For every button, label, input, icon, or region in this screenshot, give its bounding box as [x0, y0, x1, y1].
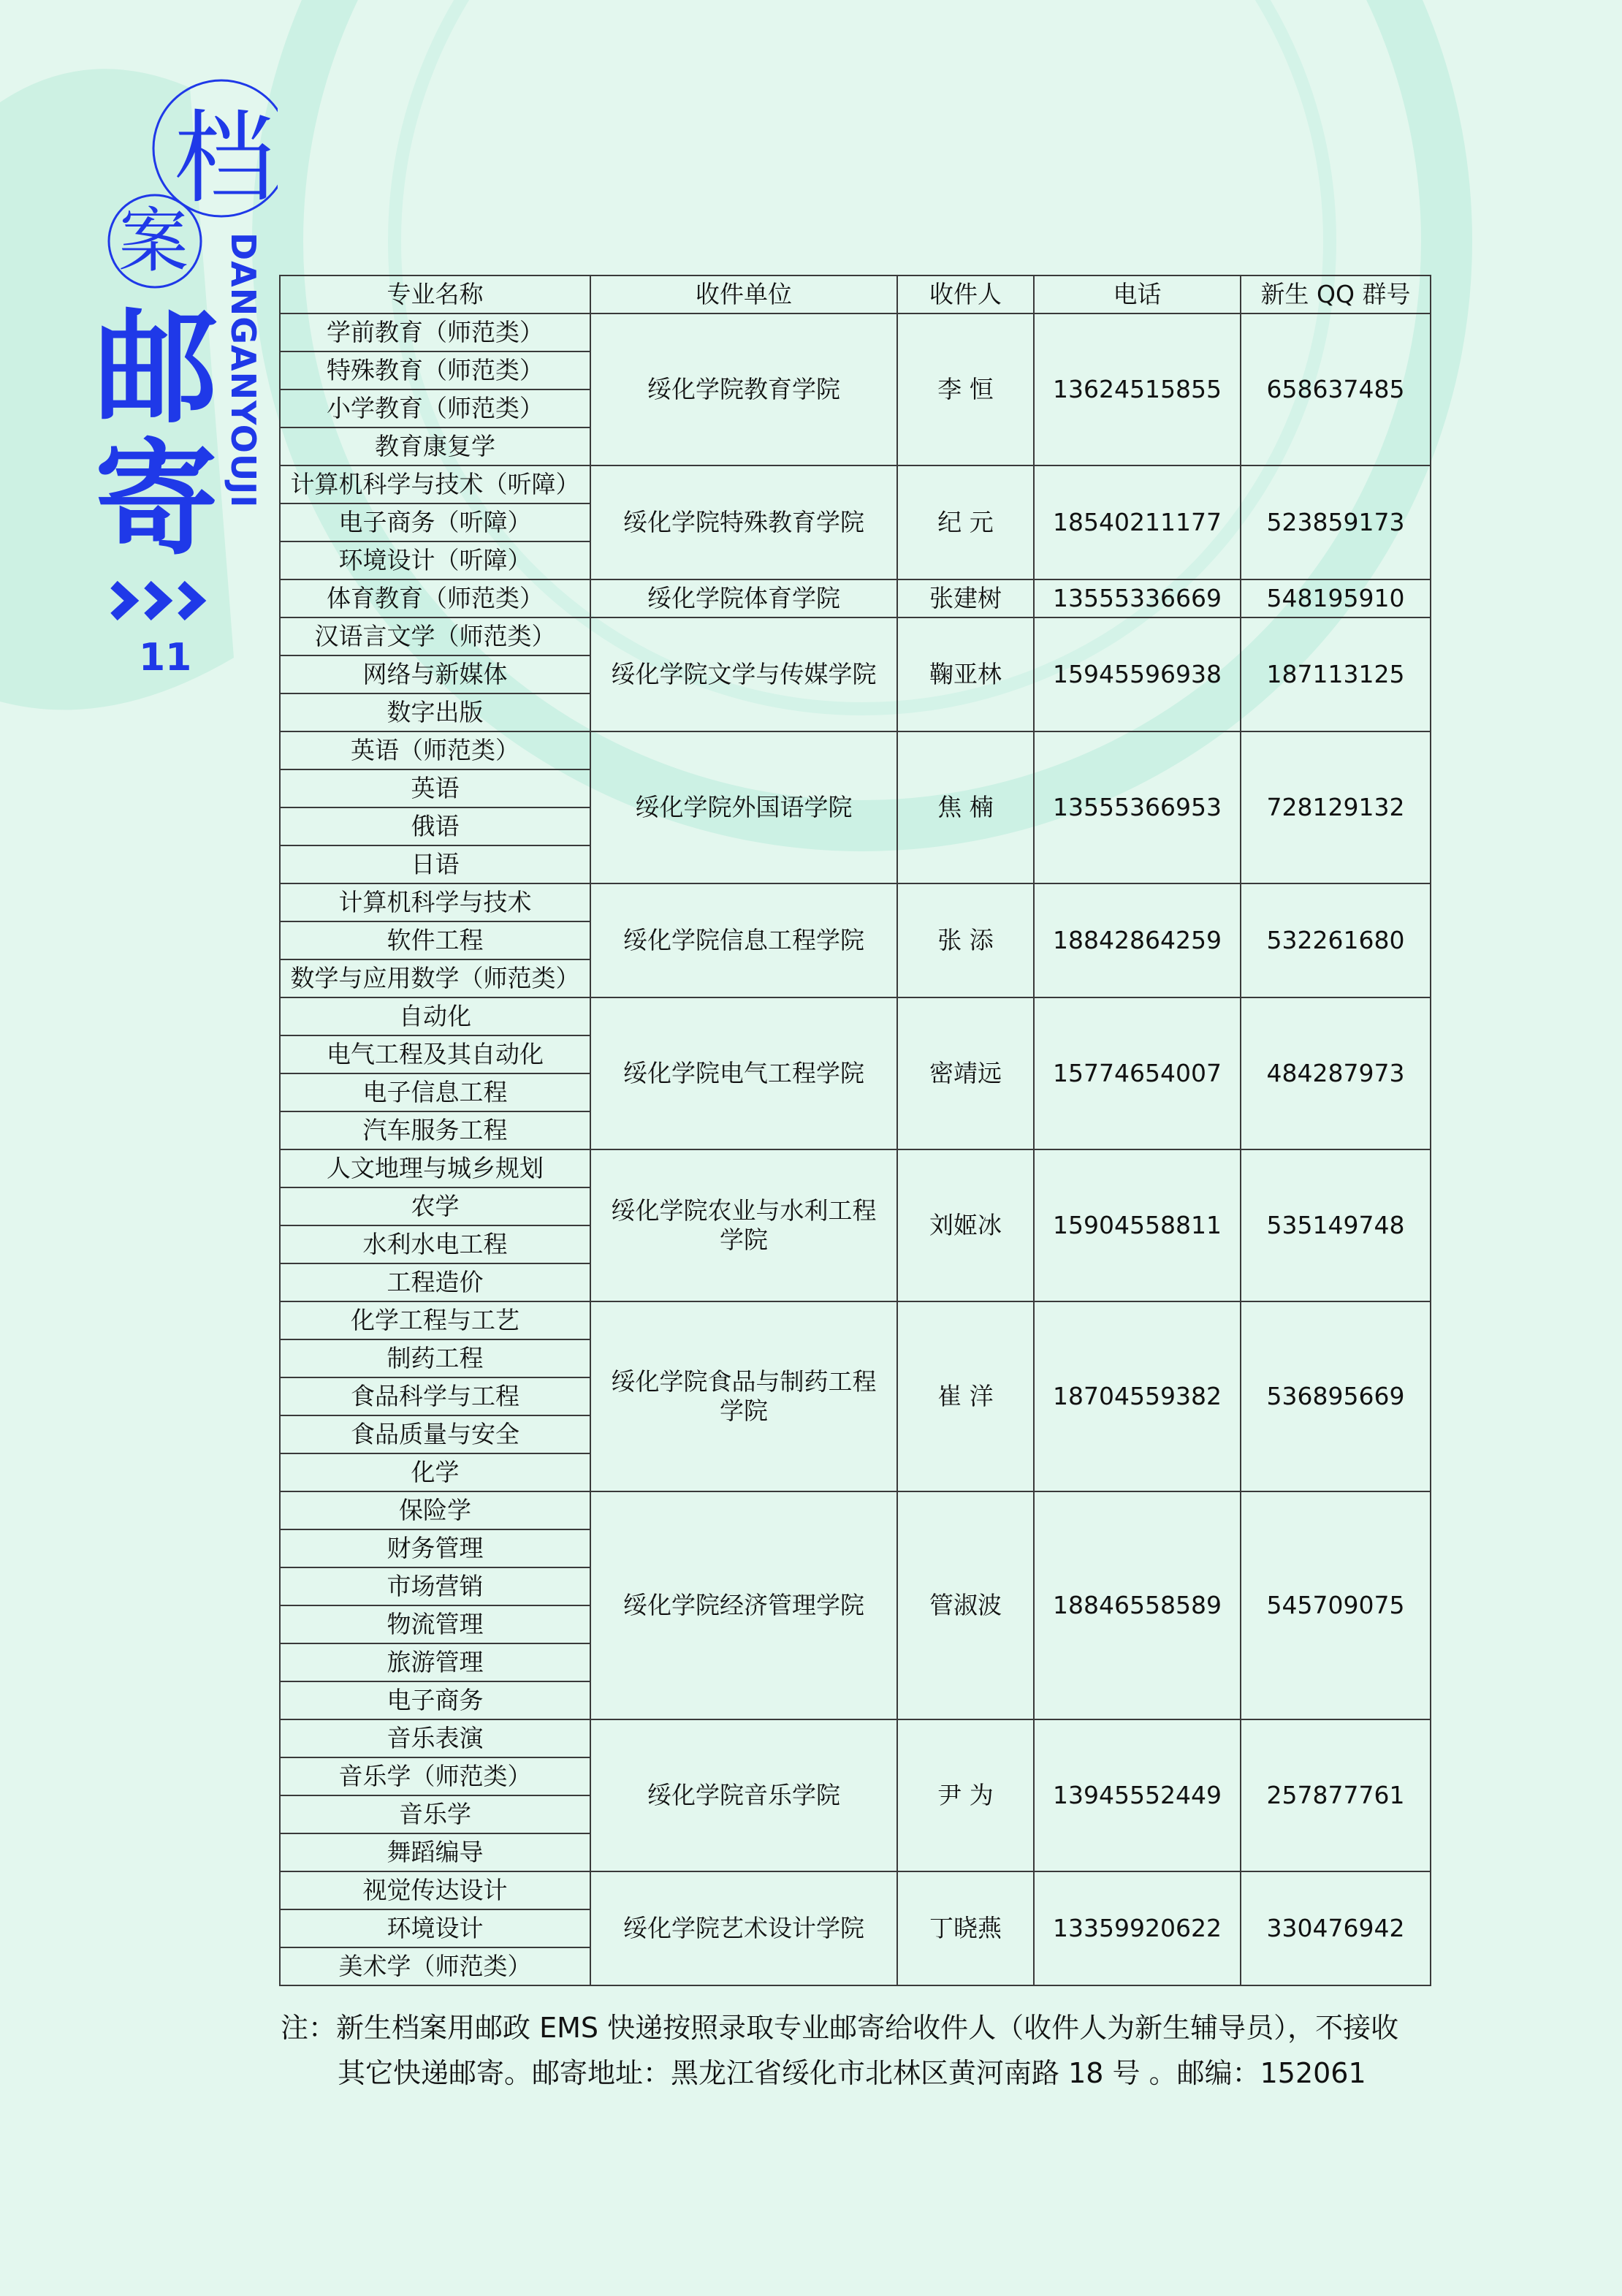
- phone-cell: 13555336669: [1034, 579, 1241, 617]
- major-cell: 食品质量与安全: [280, 1415, 590, 1453]
- unit-cell: 绥化学院电气工程学院: [590, 997, 897, 1149]
- recipient-cell: 管淑波: [897, 1491, 1034, 1719]
- phone-cell: 15904558811: [1034, 1149, 1241, 1301]
- major-cell: 音乐学: [280, 1795, 590, 1833]
- major-cell: 视觉传达设计: [280, 1871, 590, 1909]
- major-cell: 日语: [280, 845, 590, 883]
- table-row: [280, 313, 1431, 351]
- unit-cell: 绥化学院艺术设计学院: [590, 1871, 897, 1985]
- major-cell: 旅游管理: [280, 1643, 590, 1681]
- phone-cell: 18842864259: [1034, 883, 1241, 997]
- table-row: [280, 731, 1431, 769]
- table-header-row: [280, 275, 1431, 313]
- major-cell: 音乐表演: [280, 1719, 590, 1757]
- unit-cell: 绥化学院教育学院: [590, 313, 897, 465]
- phone-cell: 15945596938: [1034, 617, 1241, 731]
- major-cell: 汽车服务工程: [280, 1111, 590, 1149]
- qq-cell: 548195910: [1241, 579, 1431, 617]
- table-row: [280, 1149, 1431, 1187]
- major-cell: 保险学: [280, 1491, 590, 1529]
- major-cell: 财务管理: [280, 1529, 590, 1567]
- recipient-cell: 鞠亚林: [897, 617, 1034, 731]
- major-cell: 数学与应用数学（师范类）: [280, 959, 590, 997]
- table-row: [280, 997, 1431, 1035]
- major-cell: 俄语: [280, 807, 590, 845]
- qq-cell: 523859173: [1241, 465, 1431, 579]
- major-cell: 计算机科学与技术（听障）: [280, 465, 590, 503]
- qq-cell: 536895669: [1241, 1301, 1431, 1491]
- major-cell: 环境设计（听障）: [280, 541, 590, 579]
- major-cell: 舞蹈编导: [280, 1833, 590, 1871]
- major-cell: 英语: [280, 769, 590, 807]
- unit-cell: 绥化学院音乐学院: [590, 1719, 897, 1871]
- major-cell: 英语（师范类）: [280, 731, 590, 769]
- major-cell: 音乐学（师范类）: [280, 1757, 590, 1795]
- header-unit: 收件单位: [590, 275, 897, 313]
- heading-pinyin: DANGANYOUJI: [224, 232, 263, 509]
- recipient-cell: 尹 为: [897, 1719, 1034, 1871]
- unit-cell: 绥化学院文学与传媒学院: [590, 617, 897, 731]
- major-cell: 人文地理与城乡规划: [280, 1149, 590, 1187]
- qq-cell: 658637485: [1241, 313, 1431, 465]
- phone-cell: 13945552449: [1034, 1719, 1241, 1871]
- major-cell: 农学: [280, 1187, 590, 1225]
- major-cell: 市场营销: [280, 1567, 590, 1605]
- qq-cell: 728129132: [1241, 731, 1431, 883]
- table-row: [280, 1871, 1431, 1909]
- footnote-line2: 其它快递邮寄。邮寄地址：黑龙江省绥化市北林区黄河南路 18 号 。邮编：152061: [338, 2057, 1366, 2089]
- recipient-cell: 崔 洋: [897, 1301, 1034, 1491]
- major-cell: 体育教育（师范类）: [280, 579, 590, 617]
- table-row: [280, 1719, 1431, 1757]
- qq-cell: 484287973: [1241, 997, 1431, 1149]
- heading-char-an: 案: [118, 200, 189, 282]
- header-phone: 电话: [1034, 275, 1241, 313]
- major-cell: 电子商务: [280, 1681, 590, 1719]
- unit-cell: 绥化学院经济管理学院: [590, 1491, 897, 1719]
- major-cell: 化学: [280, 1453, 590, 1491]
- major-cell: 汉语言文学（师范类）: [280, 617, 590, 655]
- major-cell: 水利水电工程: [280, 1225, 590, 1263]
- header-qq: 新生 QQ 群号: [1241, 275, 1431, 313]
- unit-cell: 绥化学院食品与制药工程学院: [590, 1301, 897, 1491]
- table-row: [280, 579, 1431, 617]
- phone-cell: 13624515855: [1034, 313, 1241, 465]
- major-cell: 电子信息工程: [280, 1073, 590, 1111]
- header-recipient: 收件人: [897, 275, 1034, 313]
- footnote: [281, 2005, 1450, 2096]
- major-cell: 物流管理: [280, 1605, 590, 1643]
- major-cell: 计算机科学与技术: [280, 883, 590, 921]
- unit-cell: 绥化学院体育学院: [590, 579, 897, 617]
- phone-cell: 15774654007: [1034, 997, 1241, 1149]
- major-cell: 教育康复学: [280, 427, 590, 465]
- recipient-cell: 张建树: [897, 579, 1034, 617]
- qq-cell: 532261680: [1241, 883, 1431, 997]
- phone-cell: 13555366953: [1034, 731, 1241, 883]
- major-cell: 特殊教育（师范类）: [280, 351, 590, 389]
- mailing-table: [279, 275, 1431, 1986]
- major-cell: 工程造价: [280, 1263, 590, 1301]
- unit-cell: 绥化学院外国语学院: [590, 731, 897, 883]
- major-cell: 软件工程: [280, 921, 590, 959]
- unit-cell: 绥化学院特殊教育学院: [590, 465, 897, 579]
- qq-cell: 187113125: [1241, 617, 1431, 731]
- major-cell: 电气工程及其自动化: [280, 1035, 590, 1073]
- major-cell: 小学教育（师范类）: [280, 389, 590, 427]
- recipient-cell: 丁晓燕: [897, 1871, 1034, 1985]
- phone-cell: 18540211177: [1034, 465, 1241, 579]
- qq-cell: 257877761: [1241, 1719, 1431, 1871]
- phone-cell: 18846558589: [1034, 1491, 1241, 1719]
- triple-chevron-icon: [110, 579, 219, 623]
- table-row: [280, 465, 1431, 503]
- page-heading: [0, 0, 278, 716]
- major-cell: 自动化: [280, 997, 590, 1035]
- table-body: [280, 313, 1431, 1985]
- major-cell: 食品科学与工程: [280, 1377, 590, 1415]
- footnote-line1: 注：新生档案用邮政 EMS 快递按照录取专业邮寄给收件人（收件人为新生辅导员），不接收: [281, 2012, 1399, 2044]
- table-row: [280, 1491, 1431, 1529]
- unit-cell: 绥化学院农业与水利工程学院: [590, 1149, 897, 1301]
- major-cell: 学前教育（师范类）: [280, 313, 590, 351]
- phone-cell: 13359920622: [1034, 1871, 1241, 1985]
- heading-char-dang: 档: [174, 99, 275, 217]
- header-major: 专业名称: [280, 275, 590, 313]
- phone-cell: 18704559382: [1034, 1301, 1241, 1491]
- major-cell: 网络与新媒体: [280, 655, 590, 693]
- qq-cell: 535149748: [1241, 1149, 1431, 1301]
- major-cell: 电子商务（听障）: [280, 503, 590, 541]
- recipient-cell: 焦 楠: [897, 731, 1034, 883]
- qq-cell: 330476942: [1241, 1871, 1431, 1985]
- heading-char-you: 邮: [95, 297, 218, 440]
- qq-cell: 545709075: [1241, 1491, 1431, 1719]
- recipient-cell: 密靖远: [897, 997, 1034, 1149]
- page-number: 11: [139, 636, 192, 680]
- major-cell: 制药工程: [280, 1339, 590, 1377]
- table-row: [280, 617, 1431, 655]
- recipient-cell: 李 恒: [897, 313, 1034, 465]
- heading-char-ji: 寄: [95, 428, 218, 571]
- recipient-cell: 张 添: [897, 883, 1034, 997]
- table-row: [280, 1301, 1431, 1339]
- table-row: [280, 883, 1431, 921]
- major-cell: 数字出版: [280, 693, 590, 731]
- recipient-cell: 纪 元: [897, 465, 1034, 579]
- major-cell: 化学工程与工艺: [280, 1301, 590, 1339]
- major-cell: 美术学（师范类）: [280, 1947, 590, 1985]
- recipient-cell: 刘姬冰: [897, 1149, 1034, 1301]
- unit-cell: 绥化学院信息工程学院: [590, 883, 897, 997]
- major-cell: 环境设计: [280, 1909, 590, 1947]
